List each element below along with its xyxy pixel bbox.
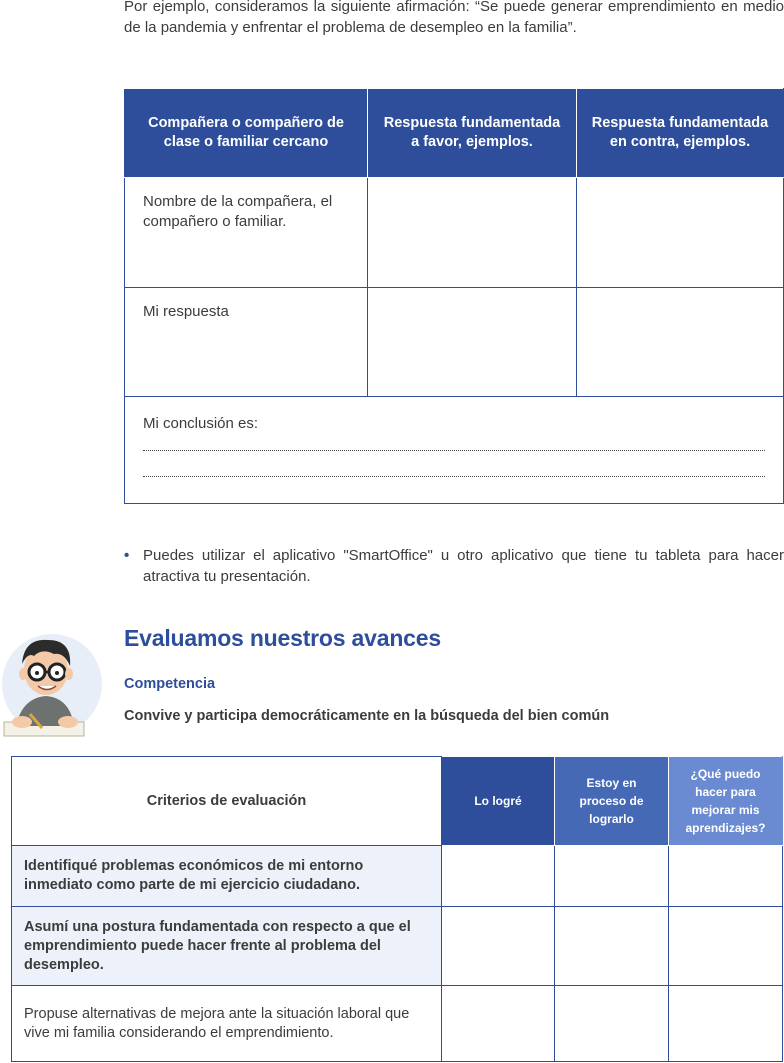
tip-text: Puedes utilizar el aplicativo "SmartOffice" u otro aplicativo que tiene tu tableta para hacer atractiva tu presentación.: [143, 547, 784, 585]
section-title: Evaluamos nuestros avances: [124, 625, 441, 651]
in-progress-cell[interactable]: [555, 907, 669, 986]
table-row: [12, 846, 783, 907]
in-progress-cell[interactable]: [555, 846, 669, 907]
table-row: [125, 178, 784, 288]
comparison-header-row: [125, 89, 784, 178]
bullet-icon: •: [124, 547, 130, 564]
conclusion-cell[interactable]: [125, 397, 784, 504]
conclusion-label: Mi conclusión es:: [143, 415, 259, 432]
achieved-cell[interactable]: [442, 846, 555, 907]
header-achieved: Lo logré: [442, 757, 555, 846]
improve-cell[interactable]: [669, 907, 783, 986]
in-favor-cell[interactable]: [368, 178, 577, 288]
classmate-name-cell: Nombre de la compañera, el compañero o familiar.: [125, 178, 368, 288]
header-classmate: Compañera o compañero de clase o familiar cercano: [125, 89, 368, 178]
header-in-progress: Estoy en proceso de lograrlo: [555, 757, 669, 846]
comparison-table: [124, 88, 784, 504]
achieved-cell[interactable]: [442, 986, 555, 1062]
evaluation-header-row: [12, 757, 783, 846]
header-in-favor: Respuesta fundamentada a favor, ejemplos.: [368, 89, 577, 178]
intro-paragraph: Por ejemplo, consideramos la siguiente afirmación: “Se puede generar emprendimiento en medio de la pandemia y enfrentar el problema de desempleo en la familia”.: [124, 0, 784, 36]
student-avatar-icon: [0, 622, 106, 742]
dotted-answer-line: [143, 476, 765, 477]
table-row: [12, 907, 783, 986]
improve-cell[interactable]: [669, 986, 783, 1062]
dotted-answer-line: [143, 450, 765, 451]
competencia-text: Convive y participa democráticamente en la búsqueda del bien común: [124, 708, 610, 724]
criterion-cell: Identifiqué problemas económicos de mi entorno inmediato como parte de mi ejercicio ciudadano.: [12, 846, 442, 907]
criterion-cell: Asumí una postura fundamentada con respecto a que el emprendimiento puede hacer frente al problema del desempleo.: [12, 907, 442, 986]
in-progress-cell[interactable]: [555, 986, 669, 1062]
achieved-cell[interactable]: [442, 907, 555, 986]
header-criteria: Criterios de evaluación: [12, 757, 442, 846]
my-answer-cell: Mi respuesta: [125, 288, 368, 397]
table-row: [12, 986, 783, 1062]
header-improve: ¿Qué puedo hacer para mejorar mis aprendizajes?: [669, 757, 783, 846]
evaluation-table: [11, 756, 783, 1062]
improve-cell[interactable]: [669, 846, 783, 907]
competencia-label: Competencia: [124, 676, 216, 692]
in-favor-cell[interactable]: [368, 288, 577, 397]
criterion-cell: Propuse alternativas de mejora ante la situación laboral que vive mi familia considerando el emprendimiento.: [12, 986, 442, 1062]
conclusion-row: [125, 397, 784, 504]
table-row: [125, 288, 784, 397]
against-cell[interactable]: [577, 178, 784, 288]
tip-bullet: [124, 545, 784, 587]
header-against: Respuesta fundamentada en contra, ejemplos.: [577, 89, 784, 178]
against-cell[interactable]: [577, 288, 784, 397]
